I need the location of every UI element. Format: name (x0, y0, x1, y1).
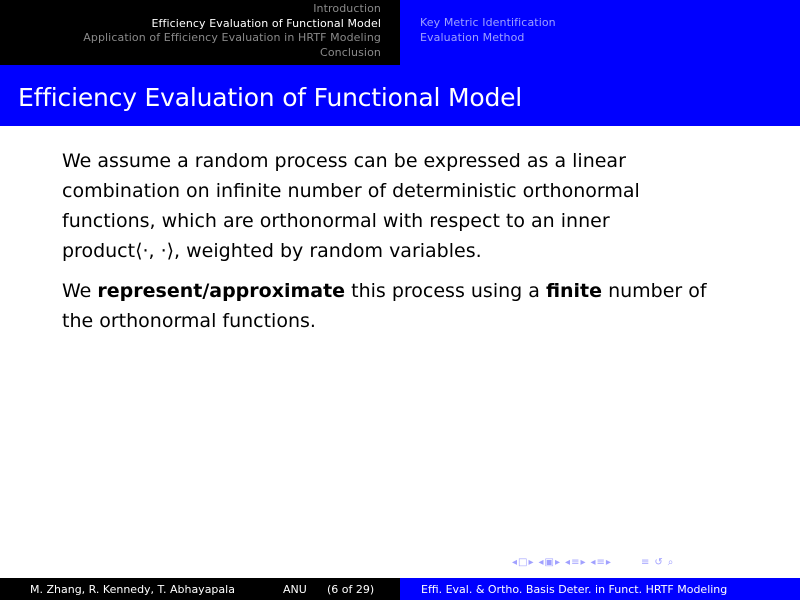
frame-nav-group (512, 557, 534, 569)
frame-title: Efficiency Evaluation of Functional Model (18, 83, 523, 112)
arrow-left-icon[interactable]: ◂ (538, 557, 544, 568)
bold-term-finite: finite (545, 280, 603, 302)
nav-section-application[interactable]: Application of Efficiency Evaluation in HRTF Modeling (83, 31, 381, 44)
text-line: the orthonormal functions. (62, 310, 316, 332)
footer-institute: ANU (283, 583, 307, 596)
text-line: product⟨·, ·⟩, weighted by random variables. (62, 240, 482, 262)
subsection-nav-group (539, 557, 561, 569)
header-subsections-panel (400, 0, 800, 65)
arrow-right-icon[interactable]: ▸ (605, 557, 611, 568)
text-run: number of (602, 280, 707, 302)
nav-subsection-evaluation-method[interactable]: Evaluation Method (420, 30, 525, 44)
footer-short-title: Effi. Eval. & Ortho. Basis Deter. in Funct. HRTF Modeling (421, 583, 728, 596)
align-icon[interactable]: ≡ (640, 557, 650, 568)
bold-term-represent: represent/approximate (97, 280, 346, 302)
frame-content (62, 146, 752, 346)
beamer-navigation-symbols (512, 557, 673, 569)
undo-icon[interactable]: ↺ (654, 557, 663, 568)
footer-page-number: (6 of 29) (327, 583, 375, 596)
document-nav-group (590, 557, 610, 569)
section-nav-group (565, 557, 585, 569)
arrow-right-icon[interactable]: ▸ (555, 557, 561, 568)
text-line: We assume a random process can be expressed as a linear (62, 150, 626, 172)
nav-subsection-key-metric[interactable]: Key Metric Identification (420, 16, 556, 29)
arrow-right-icon[interactable]: ▸ (580, 557, 586, 568)
search-icon[interactable]: ⌕ (667, 557, 674, 568)
arrow-left-icon[interactable]: ◂ (590, 557, 596, 568)
text-run: this process using a (345, 280, 546, 302)
subsection-icon[interactable]: ▣ (544, 557, 554, 568)
text-run: We (62, 280, 98, 302)
nav-section-efficiency-evaluation[interactable]: Efficiency Evaluation of Functional Model (151, 16, 381, 30)
section-icon[interactable]: ≡ (571, 557, 580, 568)
paragraph-approximation (62, 276, 752, 336)
text-line (62, 276, 752, 306)
arrow-left-icon[interactable]: ◂ (512, 557, 518, 568)
paragraph-assumption (62, 146, 752, 266)
frame-icon[interactable]: □ (518, 557, 528, 568)
footer-authors: M. Zhang, R. Kennedy, T. Abhayapala (30, 583, 235, 596)
arrow-left-icon[interactable]: ◂ (565, 557, 571, 568)
document-icon[interactable]: ≡ (596, 557, 605, 568)
nav-section-introduction[interactable]: Introduction (313, 2, 381, 15)
nav-section-conclusion[interactable]: Conclusion (320, 45, 381, 59)
text-line: combination on infinite number of deterministic orthonormal (62, 180, 640, 202)
subsection-navigation (420, 16, 556, 45)
header-sections-panel (0, 0, 400, 65)
section-navigation (83, 2, 381, 60)
arrow-right-icon[interactable]: ▸ (528, 557, 534, 568)
text-line: functions, which are orthonormal with respect to an inner (62, 210, 610, 232)
